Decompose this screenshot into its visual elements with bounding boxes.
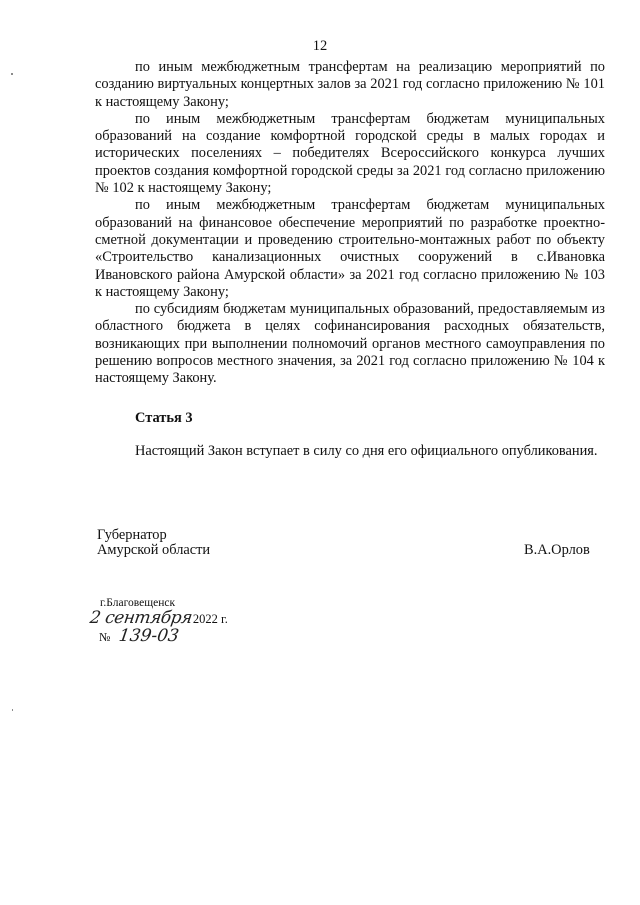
handwritten-date: 2 сентября <box>88 608 194 628</box>
paragraph-3: по иным межбюджетным трансфертам бюджетам муниципальных образований на финансовое обеспечение мероприятий по разработке проектно-сметной документации и проведению строительно-монтажных работ по объекту «Строительство канализационных очистных сооружений в с.Ивановка Ивановского района Амурской области» за 2021 год согласно приложению № 103 к настоящему Закону; <box>95 197 605 300</box>
paragraph-2: по иным межбюджетным трансфертам бюджетам муниципальных образований на создание комфортной городской среды в малых городах и исторических поселениях – победителях Всероссийского конкурса лучших проектов создания комфортной городской среды за 2021 год согласно приложению № 102 к настоящему Закону; <box>95 110 605 197</box>
signature-title-line-1: Губернатор <box>97 527 167 543</box>
law-number-line <box>99 626 179 646</box>
handwritten-law-number: 139-03 <box>118 626 181 646</box>
signature-name: В.А.Орлов <box>524 542 590 558</box>
scan-speck <box>11 73 13 75</box>
signature-title <box>97 528 210 558</box>
paragraph-4: по субсидиям бюджетам муниципальных образований, предоставляемым из областного бюджета в целях софинансирования расходных обязательств, возникающих при выполнении полномочий органов местного самоуправления по решению вопросов местного значения, за 2021 год согласно приложению № 104 к настоящему Закону. <box>95 301 605 387</box>
scan-speck <box>12 709 13 711</box>
year-label: 2022 г. <box>192 612 228 626</box>
page-number: 12 <box>312 38 328 54</box>
paragraph-1: по иным межбюджетным трансфертам на реализацию мероприятий по созданию виртуальных концертных залов за 2021 год согласно приложению № 101 к настоящему Закону; <box>95 59 605 110</box>
article-heading: Статья 3 <box>135 410 193 426</box>
body-text <box>95 59 605 388</box>
number-sign: № <box>99 630 111 644</box>
signature-title-line-2: Амурской области <box>97 542 211 558</box>
city-label: г.Благовещенск <box>100 597 176 609</box>
article-text: Настоящий Закон вступает в силу со дня его официального опубликования. <box>135 443 598 459</box>
